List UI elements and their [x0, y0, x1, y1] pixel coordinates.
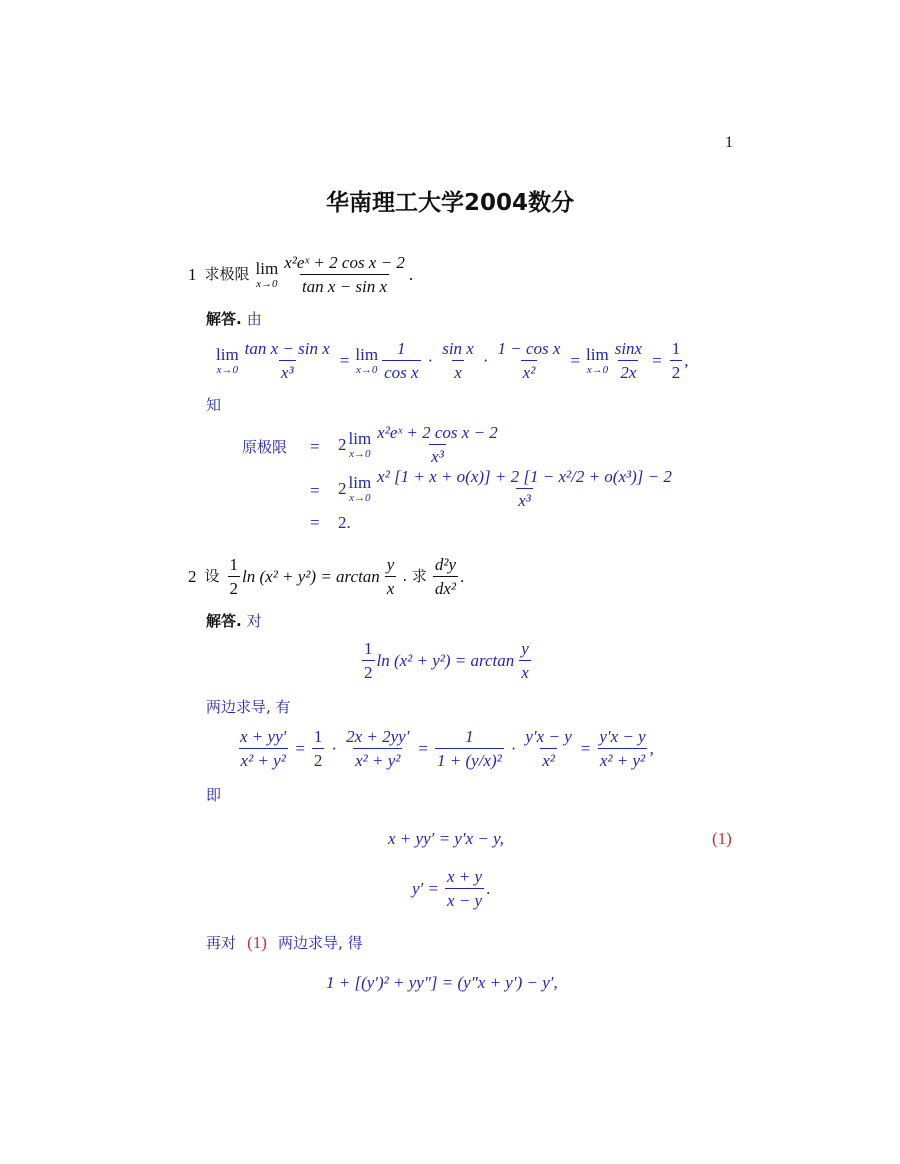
- both-sides-text: 两边求导, 有: [206, 698, 291, 716]
- limit-operator: lim x→0: [216, 344, 239, 376]
- equals: =: [310, 481, 320, 500]
- answer-label: 解答.: [206, 310, 242, 328]
- limit-operator: lim x→0: [255, 258, 279, 290]
- dot: ·: [427, 351, 434, 370]
- fraction: $\frac{\text{x²eˣ + 2 cos x − 2}}{\text{x³}}$: [377, 423, 498, 466]
- final-equation: 1 + [(y′)² + yy″] = (y″x + y′) − y′,: [326, 973, 558, 992]
- y-prime-lhs: y′ =: [412, 879, 439, 898]
- problem-2-prompt: 设: [204, 567, 220, 585]
- page-number: 1: [725, 134, 733, 151]
- fraction: $\frac{y'x - y}{\text{x²}}$: [525, 727, 572, 770]
- fraction: $\frac{2x + 2yy'}{\text{x² + y²}}$: [346, 727, 410, 770]
- limit-operator: lim x→0: [348, 472, 372, 504]
- limit-chain: [216, 340, 688, 381]
- limit-operator: lim x→0: [586, 344, 609, 376]
- fraction: $\frac{y'x - y}{\text{x² + y²}}$: [599, 727, 646, 770]
- fraction: $\frac{\sin x}{2x}$: [614, 339, 643, 382]
- display-equation: [360, 640, 533, 681]
- equals: =: [310, 513, 320, 532]
- fraction: $\frac{1}{2}$: [364, 639, 373, 682]
- problem-2-number: 2: [188, 567, 197, 586]
- equals: =: [570, 351, 581, 370]
- answer-intro: 由: [246, 310, 262, 328]
- fraction: $\frac{y}{x}$: [521, 639, 529, 682]
- problem-2-statement: [188, 556, 464, 597]
- dot: ·: [482, 351, 489, 370]
- page-title: 华南理工大学2004数分: [325, 190, 574, 216]
- fraction: $\frac{\text{d²y}}{\text{dx²}}$: [434, 555, 457, 598]
- find-word: . 求: [402, 567, 427, 585]
- equals: =: [310, 437, 320, 456]
- know-word: 知: [206, 396, 222, 414]
- equals: =: [418, 739, 429, 758]
- equation-text: ln (x² + y²) = arctan: [242, 567, 380, 586]
- fraction: $\frac{1}{\text{1 + (y/x)²}}$: [437, 727, 502, 770]
- answer-2-header: [206, 610, 262, 631]
- fraction: $\frac{x + yy'}{\text{x² + y²}}$: [240, 727, 287, 770]
- answer-label: 解答.: [206, 612, 242, 630]
- limit-operator: lim x→0: [355, 344, 379, 376]
- period: .: [460, 567, 465, 586]
- fraction: $\frac{x + y}{x - y}$: [447, 867, 483, 910]
- problem-1-fraction: $\frac{\text{x²eˣ + 2 cos x − 2}}{\text{tan x − sin x}}$: [284, 253, 405, 296]
- again-text-2: 两边求导, 得: [278, 934, 363, 952]
- fraction: $\frac{1}{\text{cos x}}$: [384, 339, 419, 382]
- y-prime-equation: [412, 868, 490, 909]
- equals: =: [339, 351, 350, 370]
- fraction: $\frac{\text{sin x}}{x}$: [442, 339, 474, 382]
- answer-intro: 对: [246, 612, 262, 630]
- comma: ,: [684, 351, 689, 370]
- original-limit-result: 2.: [338, 513, 351, 532]
- fraction: $\frac{1}{2}$: [313, 727, 323, 770]
- equals: =: [295, 739, 305, 758]
- period: .: [408, 265, 414, 284]
- original-limit-row-2: [338, 468, 676, 509]
- equals: =: [580, 739, 591, 758]
- equals: =: [652, 351, 662, 370]
- fraction: $\frac{1}{2}$: [229, 555, 239, 598]
- problem-1-statement: [188, 254, 413, 295]
- problem-1-prompt: 求极限: [204, 265, 250, 283]
- fraction: $\frac{\text{tan x − sin x}}{\text{x³}}$: [244, 339, 330, 382]
- fraction: $\frac{\text{1 − cos x}}{\text{x²}}$: [497, 339, 561, 382]
- coefficient: 2: [338, 435, 347, 454]
- problem-1-number: 1: [188, 265, 197, 284]
- ie-word: 即: [206, 786, 222, 804]
- original-limit-label: 原极限: [242, 438, 288, 456]
- limit-operator: lim x→0: [348, 428, 372, 460]
- dot: ·: [331, 739, 338, 758]
- equation-1-tag: (1): [712, 829, 732, 848]
- fraction: $\frac{\text{x² [1 + x + o(x)] + 2 [1 − x²/2 + o(x³)] − 2}}{\text{x³}}$: [377, 467, 672, 510]
- again-line: [206, 932, 363, 953]
- equation-text: ln (x² + y²) = arctan: [376, 651, 515, 670]
- equation-1: x + yy′ = y′x − y,: [388, 829, 504, 848]
- again-text: 再对: [206, 934, 237, 952]
- dot: ·: [510, 739, 517, 758]
- fraction: $\frac{1}{2}$: [671, 339, 681, 382]
- period: .: [486, 879, 491, 898]
- original-limit-row-1: [338, 424, 502, 465]
- coefficient: 2: [338, 479, 347, 498]
- derivative-chain: [236, 728, 654, 769]
- equation-ref-link[interactable]: (1): [247, 933, 267, 952]
- fraction: $\frac{y}{x}$: [386, 555, 395, 598]
- comma: ,: [649, 739, 654, 758]
- answer-1-header: [206, 308, 262, 329]
